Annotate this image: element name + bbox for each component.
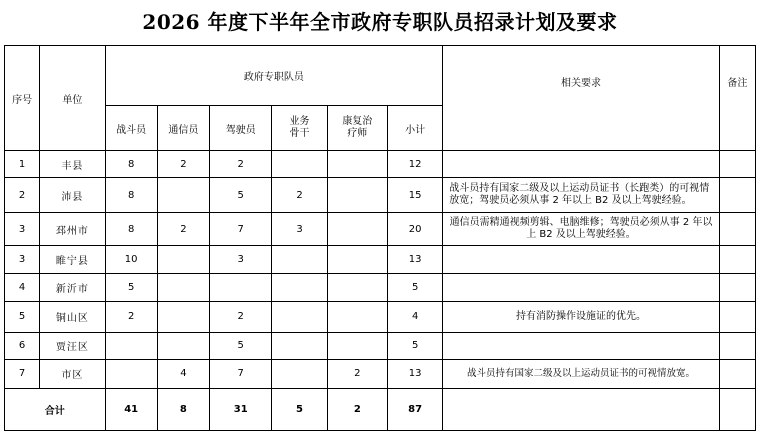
cell-comm: 4 <box>157 359 209 388</box>
cell-therapist <box>327 246 387 274</box>
table-row <box>5 274 756 302</box>
header-row-top <box>5 46 756 106</box>
cell-seq: 7 <box>5 359 40 388</box>
cell-driver <box>210 274 272 302</box>
cell-backbone <box>272 151 327 178</box>
total-driver: 31 <box>210 388 272 430</box>
cell-fighter <box>105 359 157 388</box>
cell-driver: 5 <box>210 178 272 213</box>
cell-therapist <box>327 332 387 359</box>
cell-comm: 2 <box>157 151 209 178</box>
cell-driver: 7 <box>210 359 272 388</box>
cell-comm <box>157 332 209 359</box>
cell-therapist <box>327 151 387 178</box>
total-fighter: 41 <box>105 388 157 430</box>
cell-comm <box>157 246 209 274</box>
header-seq: 序号 <box>5 46 40 151</box>
cell-driver: 7 <box>210 213 272 246</box>
cell-therapist <box>327 274 387 302</box>
table-row <box>5 213 756 246</box>
cell-subtotal: 15 <box>387 178 442 213</box>
cell-seq: 5 <box>5 301 40 332</box>
cell-requirements: 战斗员持有国家二级及以上运动员证书（长跑类）的可视情放宽；驾驶员必须从事 2 年以上 B2 及以上驾驶经验。 <box>443 178 719 213</box>
cell-unit: 市区 <box>40 359 105 388</box>
cell-requirements: 战斗员持有国家二级及以上运动员证书的可视情放宽。 <box>443 359 719 388</box>
total-label: 合计 <box>5 388 106 430</box>
cell-subtotal: 5 <box>387 332 442 359</box>
table-row <box>5 151 756 178</box>
cell-fighter: 8 <box>105 213 157 246</box>
total-row <box>5 388 756 430</box>
cell-requirements <box>443 274 719 302</box>
table-row <box>5 359 756 388</box>
cell-driver: 5 <box>210 332 272 359</box>
cell-seq: 4 <box>5 274 40 302</box>
cell-unit: 沛县 <box>40 178 105 213</box>
cell-seq: 3 <box>5 246 40 274</box>
header-unit: 单位 <box>40 46 105 151</box>
cell-fighter: 8 <box>105 151 157 178</box>
cell-backbone <box>272 301 327 332</box>
cell-driver: 3 <box>210 246 272 274</box>
cell-comm <box>157 301 209 332</box>
cell-requirements <box>443 151 719 178</box>
table-row <box>5 301 756 332</box>
cell-unit: 新沂市 <box>40 274 105 302</box>
table-row <box>5 246 756 274</box>
cell-remarks <box>719 213 755 246</box>
cell-therapist <box>327 213 387 246</box>
recruitment-table <box>4 45 756 431</box>
cell-subtotal: 5 <box>387 274 442 302</box>
cell-backbone: 3 <box>272 213 327 246</box>
cell-seq: 3 <box>5 213 40 246</box>
header-requirements: 相关要求 <box>443 46 719 151</box>
cell-unit: 贾汪区 <box>40 332 105 359</box>
cell-therapist <box>327 301 387 332</box>
cell-backbone <box>272 246 327 274</box>
header-subtotal: 小计 <box>387 105 442 150</box>
cell-backbone <box>272 332 327 359</box>
cell-seq: 2 <box>5 178 40 213</box>
cell-unit: 丰县 <box>40 151 105 178</box>
cell-seq: 6 <box>5 332 40 359</box>
total-requirements <box>443 388 719 430</box>
cell-requirements: 持有消防操作设施证的优先。 <box>443 301 719 332</box>
cell-driver: 2 <box>210 151 272 178</box>
cell-fighter: 8 <box>105 178 157 213</box>
cell-subtotal: 13 <box>387 359 442 388</box>
header-group: 政府专职队员 <box>105 46 443 106</box>
total-therapist: 2 <box>327 388 387 430</box>
cell-backbone <box>272 274 327 302</box>
cell-remarks <box>719 359 755 388</box>
total-remarks <box>719 388 755 430</box>
cell-therapist: 2 <box>327 359 387 388</box>
cell-remarks <box>719 151 755 178</box>
cell-unit: 邳州市 <box>40 213 105 246</box>
cell-backbone <box>272 359 327 388</box>
total-backbone: 5 <box>272 388 327 430</box>
table-row <box>5 332 756 359</box>
cell-subtotal: 20 <box>387 213 442 246</box>
cell-remarks <box>719 246 755 274</box>
cell-fighter: 2 <box>105 301 157 332</box>
cell-driver: 2 <box>210 301 272 332</box>
cell-remarks <box>719 274 755 302</box>
header-therapist: 康复治疗师 <box>327 105 387 150</box>
header-remarks: 备注 <box>719 46 755 151</box>
page-title: 2026 年度下半年全市政府专职队员招录计划及要求 <box>142 10 618 34</box>
cell-unit: 铜山区 <box>40 301 105 332</box>
table-row <box>5 178 756 213</box>
cell-therapist <box>327 178 387 213</box>
cell-fighter: 10 <box>105 246 157 274</box>
total-comm: 8 <box>157 388 209 430</box>
cell-fighter <box>105 332 157 359</box>
cell-remarks <box>719 332 755 359</box>
cell-comm: 2 <box>157 213 209 246</box>
cell-subtotal: 12 <box>387 151 442 178</box>
cell-unit: 睢宁县 <box>40 246 105 274</box>
cell-requirements <box>443 246 719 274</box>
header-backbone: 业务骨干 <box>272 105 327 150</box>
cell-seq: 1 <box>5 151 40 178</box>
cell-requirements: 通信员需精通视频剪辑、电脑维修；驾驶员必须从事 2 年以上 B2 及以上驾驶经验。 <box>443 213 719 246</box>
cell-fighter: 5 <box>105 274 157 302</box>
header-comm: 通信员 <box>157 105 209 150</box>
header-driver: 驾驶员 <box>210 105 272 150</box>
total-subtotal: 87 <box>387 388 442 430</box>
cell-remarks <box>719 301 755 332</box>
cell-comm <box>157 274 209 302</box>
header-fighter: 战斗员 <box>105 105 157 150</box>
cell-remarks <box>719 178 755 213</box>
cell-subtotal: 13 <box>387 246 442 274</box>
cell-comm <box>157 178 209 213</box>
cell-requirements <box>443 332 719 359</box>
cell-subtotal: 4 <box>387 301 442 332</box>
cell-backbone: 2 <box>272 178 327 213</box>
